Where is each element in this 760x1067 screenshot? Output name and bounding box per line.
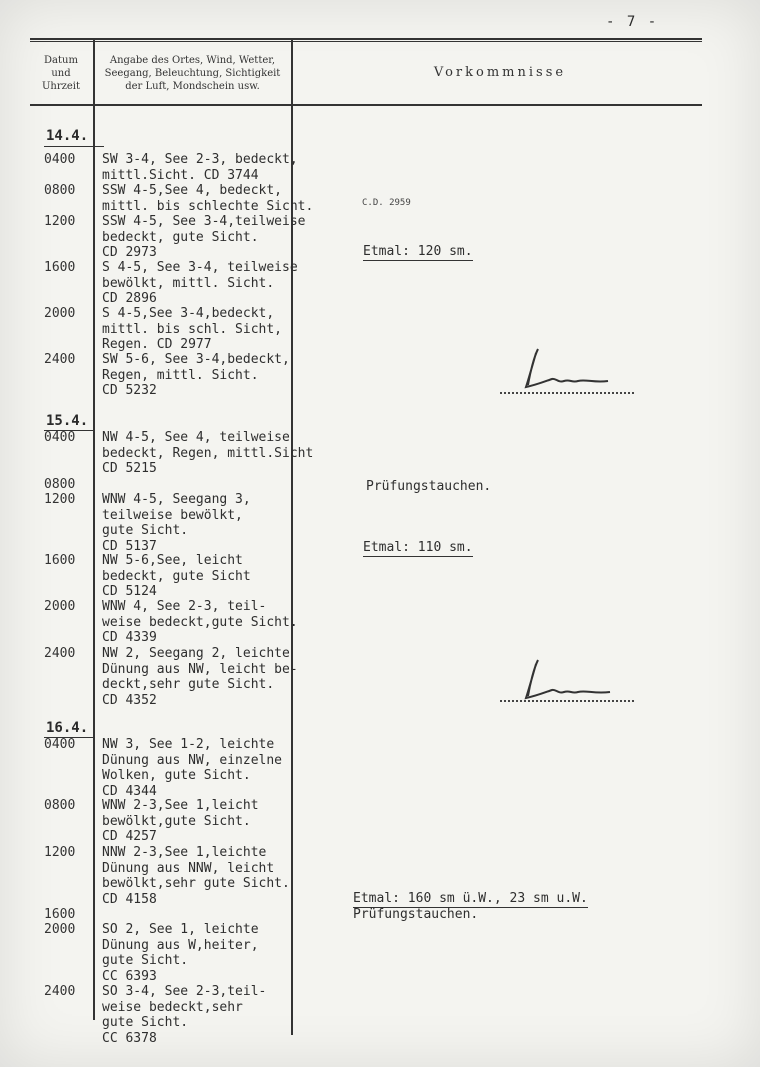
page-number: - 7 - [606,14,659,30]
entry-time: 1200 [44,214,76,229]
entry-time: 1200 [44,492,76,507]
entry-text: S 4-5,See 3-4,bedeckt, mittl. bis schl. Sicht, Regen. CD 2977 [102,306,283,352]
header-datum-line: Uhrzeit [41,81,81,92]
day-date: 16.4. [46,720,89,736]
entry-text: NW 2, Seegang 2, leichte Dünung aus NW, leicht be- deckt,sehr gute Sicht. CD 4352 [102,646,298,708]
entry-text: SO 2, See 1, leichte Dünung aus W,heiter, gute Sicht. CC 6393 [102,922,259,984]
header-angabe-line: Angabe des Ortes, Wind, Wetter, [109,55,276,66]
event-text: Prüfungstauchen. [366,479,492,494]
signature-1 [516,345,626,395]
entry-text: NNW 2-3,See 1,leichte Dünung aus NNW, leicht bewölkt,sehr gute Sicht. CD 4158 [102,845,290,907]
entry-time: 1600 [44,553,76,568]
event-text [363,244,473,259]
entry-text: SSW 4-5, See 3-4,teilweise bedeckt, gute Sicht. CD 2973 [102,214,306,260]
entry-text: WNW 2-3,See 1,leicht bewölkt,gute Sicht. CD 4257 [102,798,259,844]
day-date: 15.4. [46,413,89,429]
header-vorkommnisse: Vorkommnisse [433,65,567,80]
etmal-text: Etmal: 160 sm ü.W., 23 sm u.W. [353,891,588,906]
entry-time: 1600 [44,907,76,922]
day-date: 14.4. [46,128,89,144]
entry-time: 0800 [44,477,76,492]
entry-time: 2400 [44,646,76,661]
header-angabe-line: Seegang, Beleuchtung, Sichtigkeit [104,68,281,79]
entry-time: 2400 [44,984,76,999]
entry-text: WNW 4-5, Seegang 3, teilweise bewölkt, gute Sicht. CD 5137 [102,492,251,554]
signature-2 [516,656,626,706]
entry-text: S 4-5, See 3-4, teilweise bewölkt, mittl. Sicht. CD 2896 [102,260,298,306]
entry-time: 0400 [44,430,76,445]
signature-line-1 [500,392,634,394]
signature-line-2 [500,700,634,702]
entry-text: SW 3-4, See 2-3, bedeckt, mittl.Sicht. CD 3744 [102,152,298,183]
entry-text: SO 3-4, See 2-3,teil- weise bedeckt,sehr gute Sicht. CC 6378 [102,984,267,1046]
etmal-text: Etmal: 110 sm. [363,540,473,555]
entry-text: SSW 4-5,See 4, bedeckt, mittl. bis schlechte Sicht. [102,183,314,214]
entry-text: NW 4-5, See 4, teilweise bedeckt, Regen, mittl.Sicht CD 5215 [102,430,314,476]
entry-text: NW 5-6,See, leicht bedeckt, gute Sicht CD 5124 [102,553,251,599]
entry-time: 0400 [44,737,76,752]
entry-text: WNW 4, See 2-3, teil- weise bedeckt,gute Sicht. CD 4339 [102,599,298,645]
event-text [363,540,473,555]
entry-text: NW 3, See 1-2, leichte Dünung aus NW, einzelne Wolken, gute Sicht. CD 4344 [102,737,283,799]
entry-time: 1200 [44,845,76,860]
header-datum-line: und [51,68,71,79]
entry-time: 0400 [44,152,76,167]
event-text [353,891,588,906]
etmal-text: Etmal: 120 sm. [363,244,473,259]
event-text: Prüfungstauchen. [353,907,479,922]
header-angabe [95,54,290,93]
entry-text: SW 5-6, See 3-4,bedeckt, Regen, mittl. Sicht. CD 5232 [102,352,290,398]
header-top-rule [30,38,702,40]
header-datum-line: Datum [44,55,78,66]
day-date-rule [44,146,104,147]
entry-time: 2000 [44,306,76,321]
entry-time: 0800 [44,798,76,813]
header-top-rule-2 [30,41,702,42]
entry-time: 2000 [44,922,76,937]
handwritten-note: C.D. 2959 [362,198,411,208]
entry-time: 2000 [44,599,76,614]
header-angabe-line: der Luft, Mondschein usw. [125,81,260,92]
entry-time: 2400 [44,352,76,367]
entry-time: 0800 [44,183,76,198]
header-bottom-rule [30,104,702,106]
header-datum [32,54,90,93]
entry-time: 1600 [44,260,76,275]
